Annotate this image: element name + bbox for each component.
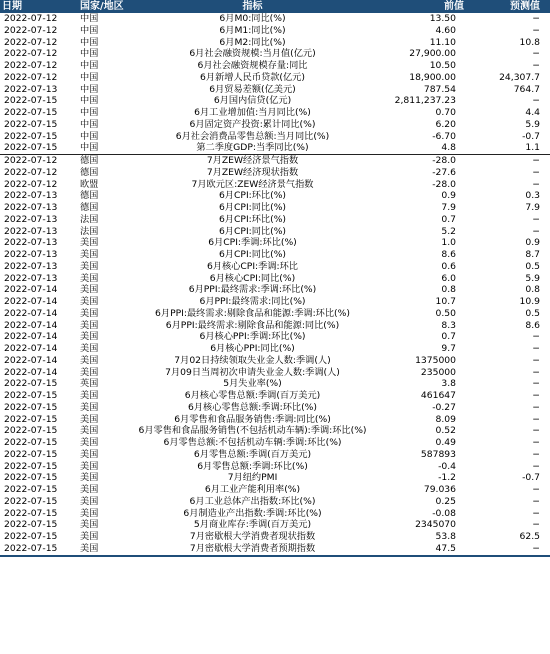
table-row	[0, 343, 550, 355]
cell-previous: 0.70	[435, 107, 456, 119]
table-row	[0, 531, 550, 543]
cell-date: 2022-07-15	[4, 437, 58, 449]
table-row	[0, 519, 550, 531]
cell-region: 中国	[80, 60, 99, 72]
cell-indicator: 5月失业率(%)	[223, 378, 282, 390]
cell-region: 美国	[80, 319, 99, 331]
cell-indicator: 6月M2:同比(%)	[219, 36, 286, 48]
cell-region: 美国	[80, 249, 99, 261]
cell-date: 2022-07-15	[4, 472, 58, 484]
cell-forecast: 4.4	[525, 107, 540, 119]
cell-previous: 27,900.00	[409, 48, 456, 60]
cell-region: 中国	[80, 118, 99, 130]
cell-indicator: 6月零售总额:季调:环比(%)	[197, 460, 308, 472]
table-row	[0, 167, 550, 179]
table-row	[0, 508, 550, 520]
table-row	[0, 190, 550, 202]
cell-previous: 6.0	[441, 272, 456, 284]
cell-region: 中国	[80, 48, 99, 60]
cell-date: 2022-07-15	[4, 460, 58, 472]
table-row	[0, 226, 550, 238]
cell-forecast: −	[532, 448, 540, 460]
cell-forecast: −	[532, 425, 540, 437]
table-row	[0, 13, 550, 25]
cell-date: 2022-07-14	[4, 284, 58, 296]
cell-date: 2022-07-14	[4, 296, 58, 308]
table-row	[0, 425, 550, 437]
cell-date: 2022-07-13	[4, 83, 58, 95]
cell-date: 2022-07-15	[4, 95, 58, 107]
table-row	[0, 249, 550, 261]
cell-previous: 79.036	[423, 484, 456, 496]
cell-region: 美国	[80, 343, 99, 355]
cell-date: 2022-07-13	[4, 237, 58, 249]
cell-previous: 5.2	[441, 225, 456, 237]
table-row	[0, 37, 550, 49]
table-row	[0, 414, 550, 426]
header-indicator: 指标	[128, 0, 377, 13]
cell-date: 2022-07-15	[4, 495, 58, 507]
table-row	[0, 484, 550, 496]
cell-forecast: 0.9	[525, 237, 540, 249]
cell-indicator: 6月核心零售总额:季调:环比(%)	[188, 401, 317, 413]
cell-region: 美国	[80, 237, 99, 249]
cell-indicator: 6月CPI:季调:环比(%)	[208, 237, 297, 249]
cell-date: 2022-07-15	[4, 413, 58, 425]
cell-region: 美国	[80, 472, 99, 484]
cell-date: 2022-07-15	[4, 378, 58, 390]
table-row	[0, 155, 550, 167]
cell-indicator: 6月核心零售总额:季调(百万美元)	[184, 390, 321, 402]
table-row	[0, 296, 550, 308]
cell-indicator: 6月贸易差额(亿美元)	[209, 83, 296, 95]
cell-forecast: −	[532, 225, 540, 237]
cell-previous: 461647	[420, 390, 456, 402]
cell-date: 2022-07-12	[4, 166, 58, 178]
cell-previous: -1.2	[438, 472, 456, 484]
table-row	[0, 355, 550, 367]
cell-previous: -0.4	[438, 460, 456, 472]
cell-date: 2022-07-13	[4, 260, 58, 272]
cell-region: 中国	[80, 130, 99, 142]
table-row	[0, 84, 550, 96]
cell-indicator: 6月制造业产出指数:季调:环比(%)	[183, 507, 322, 519]
cell-region: 英国	[80, 378, 99, 390]
cell-previous: 7.9	[441, 202, 456, 214]
cell-forecast: −	[532, 343, 540, 355]
cell-date: 2022-07-13	[4, 272, 58, 284]
cell-region: 中国	[80, 95, 99, 107]
cell-previous: -28.0	[377, 155, 474, 167]
cell-previous: 3.8	[441, 378, 456, 390]
cell-forecast: 0.8	[525, 284, 540, 296]
cell-indicator: 6月CPI:环比(%)	[218, 190, 287, 202]
table-row	[0, 308, 550, 320]
cell-region: 美国	[80, 519, 99, 531]
cell-indicator: 6月PPI:最终需求:剔除食品和能源:季调:环比(%)	[155, 307, 350, 319]
table-row	[0, 449, 550, 461]
cell-indicator: 6月零售和食品服务销售(不包括机动车辆):季调:环比(%)	[138, 425, 367, 437]
cell-previous: 0.49	[435, 437, 456, 449]
cell-indicator: 6月固定资产投资:累计同比(%)	[189, 118, 316, 130]
table-row	[0, 72, 550, 84]
cell-region: 美国	[78, 543, 128, 556]
cell-region: 欧盟	[80, 178, 99, 190]
cell-region: 美国	[80, 507, 99, 519]
table-header-row	[0, 0, 550, 13]
table-row	[0, 543, 550, 556]
cell-forecast: −	[532, 390, 540, 402]
cell-indicator: 7月02日持续领取失业金人数:季调(人)	[174, 354, 331, 366]
cell-date: 2022-07-14	[4, 366, 58, 378]
cell-date: 2022-07-15	[4, 130, 58, 142]
cell-date: 2022-07-13	[4, 202, 58, 214]
cell-previous: 47.5	[377, 543, 474, 556]
cell-date: 2022-07-15	[0, 543, 78, 556]
table-row	[0, 60, 550, 72]
header-region: 国家/地区	[78, 0, 128, 13]
cell-indicator: 6月M1:同比(%)	[219, 24, 286, 36]
cell-indicator: 7月欧元区:ZEW经济景气指数	[191, 178, 314, 190]
cell-indicator: 7月纽约PMI	[227, 472, 278, 484]
cell-region: 美国	[80, 366, 99, 378]
cell-indicator: 6月核心CPI:同比(%)	[209, 272, 296, 284]
cell-region: 美国	[80, 401, 99, 413]
cell-previous: -6.70	[432, 130, 456, 142]
header-date: 日期	[0, 0, 78, 13]
table-row	[0, 496, 550, 508]
cell-forecast: 62.5	[519, 531, 540, 543]
cell-region: 中国	[80, 24, 99, 36]
cell-indicator: 6月PPI:最终需求:剔除食品和能源:同比(%)	[165, 319, 340, 331]
cell-region: 德国	[80, 166, 99, 178]
cell-date: 2022-07-12	[4, 13, 58, 25]
cell-indicator: 6月零售总额:不包括机动车辆:季调:环比(%)	[163, 437, 342, 449]
cell-forecast: -0.7	[522, 472, 540, 484]
cell-indicator: 6月零售和食品服务销售:季调:同比(%)	[174, 413, 331, 425]
header-forecast: 预测值	[474, 0, 550, 13]
cell-forecast: 764.7	[513, 83, 540, 95]
cell-previous: 13.50	[429, 13, 456, 25]
cell-forecast: 5.9	[525, 272, 540, 284]
table-row	[0, 472, 550, 484]
cell-indicator: 6月CPI:同比(%)	[218, 249, 287, 261]
table-row	[0, 261, 550, 273]
cell-date: 2022-07-15	[4, 107, 58, 119]
cell-previous: 6.20	[435, 118, 456, 130]
cell-indicator: 6月M0:同比(%)	[219, 13, 286, 25]
cell-forecast: −	[532, 60, 540, 72]
cell-indicator: 第二季度GDP:当季同比(%)	[196, 142, 309, 154]
cell-region: 美国	[80, 307, 99, 319]
cell-indicator: 7月ZEW经济现状指数	[206, 166, 299, 178]
table-row	[0, 284, 550, 296]
cell-date: 2022-07-15	[4, 401, 58, 413]
cell-forecast: −	[532, 331, 540, 343]
cell-forecast: −	[532, 437, 540, 449]
table-row	[0, 202, 550, 214]
cell-forecast: −	[474, 155, 550, 167]
cell-previous: 53.8	[435, 531, 456, 543]
cell-forecast: −	[532, 166, 540, 178]
cell-previous: -0.08	[432, 507, 456, 519]
cell-date: 2022-07-12	[4, 36, 58, 48]
cell-date: 2022-07-15	[4, 519, 58, 531]
cell-previous: 10.50	[429, 60, 456, 72]
cell-date: 2022-07-12	[4, 71, 58, 83]
table-row	[0, 320, 550, 332]
cell-previous: 235000	[420, 366, 456, 378]
table-row	[0, 367, 550, 379]
cell-previous: 4.8	[441, 142, 456, 154]
cell-indicator: 6月CPI:同比(%)	[218, 225, 287, 237]
cell-region: 中国	[80, 142, 99, 154]
cell-indicator: 6月社会融资规模存量:同比	[197, 60, 308, 72]
cell-previous: 4.60	[435, 24, 456, 36]
cell-forecast: 1.1	[525, 142, 540, 154]
cell-forecast: −	[532, 178, 540, 190]
cell-region: 美国	[80, 390, 99, 402]
cell-date: 2022-07-12	[4, 48, 58, 60]
cell-indicator: 6月工业总体产出指数:环比(%)	[189, 495, 316, 507]
cell-region: 中国	[80, 13, 99, 25]
cell-region: 美国	[80, 495, 99, 507]
cell-region: 美国	[80, 272, 99, 284]
cell-previous: -27.6	[432, 166, 456, 178]
cell-previous: 8.3	[441, 319, 456, 331]
cell-forecast: −	[532, 507, 540, 519]
cell-date: 2022-07-15	[4, 390, 58, 402]
cell-indicator: 6月工业增加值:当月同比(%)	[194, 107, 311, 119]
cell-date: 2022-07-15	[4, 425, 58, 437]
cell-indicator: 6月核心CPI:季调:环比	[206, 260, 298, 272]
table-row	[0, 390, 550, 402]
table-row	[0, 437, 550, 449]
cell-date: 2022-07-13	[4, 190, 58, 202]
table-row	[0, 402, 550, 414]
cell-previous: 787.54	[423, 83, 456, 95]
cell-date: 2022-07-14	[4, 343, 58, 355]
table-row	[0, 107, 550, 119]
table-row	[0, 142, 550, 154]
cell-forecast: −	[532, 413, 540, 425]
cell-indicator: 6月零售总额:季调(百万美元)	[193, 448, 312, 460]
cell-previous: 11.10	[429, 36, 456, 48]
cell-indicator: 7月ZEW经济景气指数	[128, 155, 377, 167]
cell-date: 2022-07-12	[4, 178, 58, 190]
cell-date: 2022-07-15	[4, 507, 58, 519]
cell-forecast: 10.8	[519, 36, 540, 48]
cell-previous: 2,811,237.23	[394, 95, 456, 107]
cell-forecast: −	[532, 48, 540, 60]
cell-region: 法国	[80, 213, 99, 225]
cell-region: 美国	[80, 331, 99, 343]
cell-date: 2022-07-14	[4, 319, 58, 331]
cell-date: 2022-07-15	[4, 118, 58, 130]
cell-region: 美国	[80, 484, 99, 496]
cell-region: 德国	[80, 190, 99, 202]
table-row	[0, 131, 550, 143]
cell-forecast: 5.9	[525, 118, 540, 130]
cell-region: 美国	[80, 437, 99, 449]
cell-forecast: 10.9	[519, 296, 540, 308]
table-row	[0, 48, 550, 60]
table-row	[0, 95, 550, 107]
cell-forecast: 0.3	[525, 190, 540, 202]
cell-region: 美国	[80, 296, 99, 308]
cell-forecast: 8.7	[525, 249, 540, 261]
cell-date: 2022-07-15	[4, 448, 58, 460]
cell-forecast: −	[532, 13, 540, 25]
cell-region: 美国	[80, 425, 99, 437]
table-row	[0, 214, 550, 226]
cell-date: 2022-07-15	[4, 142, 58, 154]
cell-region: 美国	[80, 531, 99, 543]
cell-previous: 9.7	[441, 343, 456, 355]
cell-forecast: 24,307.7	[499, 71, 540, 83]
cell-date: 2022-07-13	[4, 249, 58, 261]
cell-region: 美国	[80, 260, 99, 272]
cell-indicator: 6月国内信贷(亿元)	[213, 95, 292, 107]
cell-forecast: −	[532, 24, 540, 36]
cell-previous: 18,900.00	[409, 71, 456, 83]
cell-previous: 10.7	[435, 296, 456, 308]
cell-date: 2022-07-15	[4, 531, 58, 543]
cell-previous: 0.52	[435, 425, 456, 437]
table-row	[0, 378, 550, 390]
cell-previous: -0.27	[432, 401, 456, 413]
cell-region: 中国	[80, 71, 99, 83]
cell-forecast: −	[532, 495, 540, 507]
table-row	[0, 25, 550, 37]
cell-previous: 1375000	[415, 354, 456, 366]
cell-previous: 2345070	[415, 519, 456, 531]
header-previous: 前值	[377, 0, 474, 13]
cell-indicator: 5月商业库存:季调(百万美元)	[193, 519, 312, 531]
cell-forecast: −	[532, 213, 540, 225]
cell-forecast: 0.5	[525, 307, 540, 319]
cell-indicator: 6月社会消费品零售总额:当月同比(%)	[175, 130, 330, 142]
cell-previous: 0.7	[441, 331, 456, 343]
cell-region: 美国	[80, 354, 99, 366]
cell-forecast: −	[532, 460, 540, 472]
cell-indicator: 7月密歇根大学消费者现状指数	[189, 531, 316, 543]
cell-previous: 0.8	[441, 284, 456, 296]
cell-forecast: −	[532, 401, 540, 413]
cell-forecast: -0.7	[522, 130, 540, 142]
cell-forecast: −	[532, 95, 540, 107]
cell-region: 中国	[80, 83, 99, 95]
cell-date: 2022-07-14	[4, 354, 58, 366]
table-row	[0, 273, 550, 285]
table-row	[0, 179, 550, 191]
cell-indicator: 6月工业产能利用率(%)	[204, 484, 301, 496]
cell-date: 2022-07-14	[4, 307, 58, 319]
cell-indicator: 6月PPI:最终需求:同比(%)	[199, 296, 306, 308]
cell-indicator: 6月社会融资规模:当月值(亿元)	[189, 48, 316, 60]
cell-previous: 0.7	[441, 213, 456, 225]
cell-region: 德国	[80, 202, 99, 214]
cell-date: 2022-07-13	[4, 213, 58, 225]
cell-indicator: 6月新增人民币贷款(亿元)	[200, 71, 305, 83]
table-row	[0, 237, 550, 249]
cell-forecast: −	[532, 519, 540, 531]
table-row	[0, 461, 550, 473]
table-row	[0, 331, 550, 343]
cell-region: 中国	[80, 36, 99, 48]
cell-region: 美国	[80, 413, 99, 425]
cell-region: 法国	[80, 225, 99, 237]
cell-region: 美国	[80, 448, 99, 460]
cell-region: 美国	[80, 460, 99, 472]
cell-forecast: 8.6	[525, 319, 540, 331]
cell-date: 2022-07-12	[0, 155, 78, 167]
table-row	[0, 119, 550, 131]
cell-previous: 0.50	[435, 307, 456, 319]
cell-previous: 587893	[420, 448, 456, 460]
cell-indicator: 6月核心PPI:季调:环比(%)	[199, 331, 306, 343]
cell-date: 2022-07-14	[4, 331, 58, 343]
cell-indicator: 7月09日当周初次申请失业金人数:季调(人)	[165, 366, 340, 378]
cell-previous: -28.0	[432, 178, 456, 190]
cell-forecast: 0.5	[525, 260, 540, 272]
cell-region: 中国	[80, 107, 99, 119]
cell-date: 2022-07-15	[4, 484, 58, 496]
cell-previous: 0.25	[435, 495, 456, 507]
cell-previous: 0.9	[441, 190, 456, 202]
cell-forecast: −	[532, 378, 540, 390]
cell-previous: 1.0	[441, 237, 456, 249]
cell-forecast: 7.9	[525, 202, 540, 214]
cell-indicator: 7月密歇根大学消费者预期指数	[128, 543, 377, 556]
cell-indicator: 6月核心PPI:同比(%)	[210, 343, 295, 355]
cell-previous: 8.09	[435, 413, 456, 425]
cell-date: 2022-07-12	[4, 60, 58, 72]
cell-forecast: −	[474, 543, 550, 556]
cell-indicator: 6月CPI:环比(%)	[218, 213, 287, 225]
cell-indicator: 6月CPI:同比(%)	[218, 202, 287, 214]
cell-forecast: −	[532, 354, 540, 366]
cell-indicator: 6月PPI:最终需求:季调:环比(%)	[188, 284, 317, 296]
cell-region: 美国	[80, 284, 99, 296]
cell-date: 2022-07-13	[4, 225, 58, 237]
cell-forecast: −	[532, 484, 540, 496]
cell-forecast: −	[532, 366, 540, 378]
cell-date: 2022-07-12	[4, 24, 58, 36]
cell-previous: 0.6	[441, 260, 456, 272]
cell-region: 德国	[78, 155, 128, 167]
cell-previous: 8.6	[441, 249, 456, 261]
